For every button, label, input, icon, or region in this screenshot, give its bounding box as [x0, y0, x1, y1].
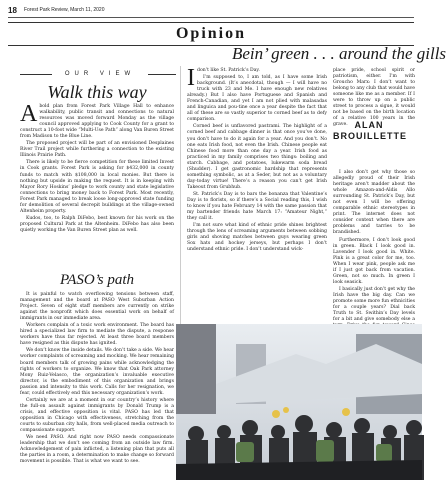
editorial-headline: Walk this way [47, 82, 147, 102]
editorial-paragraph: There is likely to be fierce competition for these limited Invest in Cook grants. Forest Park is asking for $432,000 in county funds to match with $108,000 in local monies. But there is nothing but upside in making the request. It is in keeping with Mayor Rory Hoskins’ pledge to work county and state legislative connections to bring money back to Forest Park. Most recently, Forest Park managed to break loose long-approved state funding for demolition of several decrepit buildings at the village-owned Altenheim property. [20, 160, 174, 214]
section-band [0, 22, 422, 46]
editorial-paragraph: Kudos, too, to Ralph DiFebo, best known for his work on the proposed Cultural Park at the Altenheim. DiFebo has also been quietly working the Van Buren Street plan as well. [20, 215, 174, 233]
parade-photo [176, 324, 422, 480]
band-top-rule [8, 22, 414, 23]
editorial-body [20, 101, 174, 268]
column-paragraph: place pride, school spirit or patriotism, either. I’m with Groucho Marx: I don’t want to belong to any club that would have someone like me as a member. If I were to throw up on a public street to process a sigue, it would not be based on the birth location of a relative 100 years in the grave. [333, 68, 415, 128]
section-title: Opinion [175, 25, 247, 42]
paso-paragraph: We don’t know the inside details. We don’t take a side. We hear worker complaints of screaming and mocking. We hear remaining board members talk of growing pains while acknowledging the rights of workers to organize. We know that Oak Park attorney Mony Ruiz-Velasco, the organization’s invaluable executive director, is the embodiment of this organization and brings passion and intensity to this work. Calls for her resignation, we fear, could effectively end this necessary organization’s work. [20, 348, 174, 396]
column-paragraph: Furthermore, I don’t look good in green. Black I look good in. Lavender I look good in. White. Pink is a great color for me, too. When I wear pink, people ask me if I just got back from vacation. Green, not so much. In green I look seasick. [333, 237, 415, 285]
column-paragraph: I’m supposed to, I am told, as I have some Irish background. (It’s anecdotal, though — I will have no truck with 23 and Me. I have enough new relatives already.) But I also have Portuguese and Spanish and French-Canadian, and yet I am not plied with malasadas and linguica and pou-tine once a year despite the fact that all of these are so vastly superior to corned beef as to defy comparison. [187, 75, 327, 123]
tagline-rule-right [148, 74, 176, 75]
editorial-paragraph: The proposed project will be part of an envisioned Desplaines River Trail project while furthering a connection to the existing Illinois Prairie Path. [20, 141, 174, 159]
column-paragraph: I basically just don’t get why the Irish have the big day. Can we promote some more fun ethnicities for a couple years? Dial back Truth to St. Swithin’s Day levels for a bit and give somebody else a [333, 286, 415, 323]
column-headline: Bein’ green . . . around the gills [232, 44, 446, 63]
column-lead: Idon’t like St. Patrick’s Day. [187, 65, 260, 91]
column-body-left [187, 65, 327, 318]
paper-name: Forest Park Review, March 11, 2020 [24, 7, 105, 13]
column-paragraph: I’m not sure what kind of ethnic pride shines brightest through the lens of screaming arguments between sobbing girls and shoving matches between guys wearing green Sox hats and hockey jerseys, but perhaps I don’t understand ethnic pride. I don’t understand wick- [187, 223, 327, 253]
paso-paragraph: Certainly we are at a moment in our country’s history where the full-on assault against immigrants by Donald Trump is a crisis, and effective opposition is vital. PASO has led that opposition in Chicago with effectiveness, stretching from the courts to suburban city halls, from well-placed media outreach to compassionate support. [20, 397, 174, 434]
page-header [8, 6, 414, 18]
column-paragraph: Corned beef is unflavored pastrami. The highlight of a corned beef and cabbage dinner is that once you’ve done, you don’t have to do it again for a year. And you don’t. No one eats Irish food, not even the Irish. Chinese people eat Chinese food more than one day a year. Irish food as practiced in my family comprises two things: boiling and starch. Cabbage, and potatoes, lukewarm soda bread (Shudder). I get gastronomic hardship that represents something symbolic, as at a Seder, but not as a voluntary day-today virtue! There’s a reason you can’t get Irish Takeout from Grubhub. [187, 124, 327, 190]
column-dropcap: I [187, 65, 195, 91]
column-paragraph: St. Patrick’s Day is to bars the bonanza that Valentine’s Day is to florists, so if there’s a Social reading this, I wish to know if you hate February 14 with the same passion that my bartender friends hate March 17: “Amateur Night,” they call it. [187, 191, 327, 222]
column-paragraph: I also don’t get why those so allegedly proud of their Irish heritage aren’t madder about the whole Amazon-and-Aldis Allo surrounding St. Patrick’s Day, but not even I will be offering comparable ethnic stereotypes in print. The internet does not consider context when there are problems and tarries to be brandished. [333, 170, 415, 236]
paso-paragraph: We need PASO. And right now PASO needs compassionate leadership that we don’t see coming from an outside law firm. Acknowledgement of pain inflicted, a listening plan that puts all the parties in a room, a determination to make change so forward movement is possible. That is what we want to see. [20, 435, 174, 465]
author-name: ALAN BROUILLETTE [333, 120, 407, 141]
column-body-right [333, 170, 415, 323]
parade-photo-illustration [176, 324, 422, 480]
paso-paragraph: Workers complain of a toxic work environment. The board has hired a specialized law firm to mediate the dispute, a response workers have thus far rejected. At least three board members have resigned as this dispute has ignited. [20, 323, 174, 347]
column-body-right-top [333, 68, 415, 128]
tagline-rule-left [20, 74, 52, 75]
page-number: 18 [8, 6, 17, 15]
paso-body [20, 292, 174, 472]
paso-paragraph: It is painful to watch overflowing tensions between staff, management and the board at PASO West Suburban Action Project. Seven of eight staff members are currently on strike against the nonprofit which does essential work on behalf of immigrants in our immediate area. [20, 292, 174, 322]
editorial-lead: Abold plan from Forest Park Village Hall to enhance walkability, public transit and connections to natural resources was moved forward Monday as the village council approved applying to Cook County for a grant to construct a 10-foot wide “Multi-Use Path” along Van Buren Street from Madison to the Blue Line. [20, 101, 174, 140]
paso-headline: PASO’s path [59, 272, 135, 288]
our-view-tagline: OUR VIEW [64, 71, 136, 77]
editorial-dropcap: A [20, 101, 38, 127]
